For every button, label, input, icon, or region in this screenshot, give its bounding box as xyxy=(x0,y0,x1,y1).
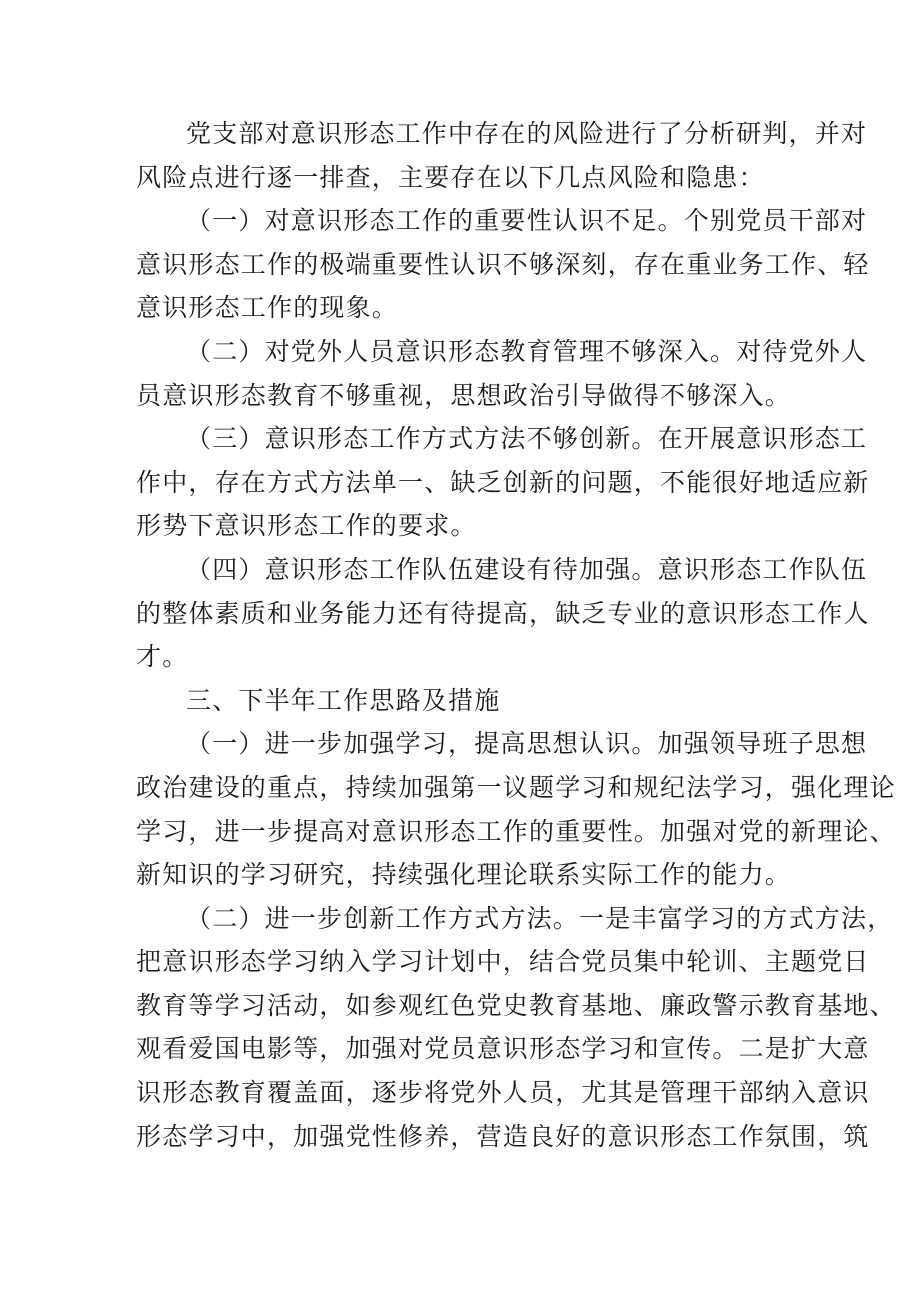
text-line: 意识形态工作的极端重要性认识不够深刻，存在重业务工作、轻 xyxy=(136,249,870,279)
section-heading-plan xyxy=(136,679,796,723)
text-line: 员意识形态教育不够重视，思想政治引导做得不够深入。 xyxy=(136,380,792,410)
section-title: 三、下半年工作思路及措施 xyxy=(186,685,501,715)
text-line: 作中，存在方式方法单一、缺乏创新的问题，不能很好地适应新 xyxy=(136,467,870,497)
text-line: （四）意识形态工作队伍建设有待加强。意识形态工作队伍 xyxy=(186,554,868,584)
text-line: 把意识形态学习纳入学习计划中，结合党员集中轮训、主题党日 xyxy=(136,947,870,977)
text-line: 意识形态工作的现象。 xyxy=(136,293,399,323)
text-line: 教育等学习活动，如参观红色党史教育基地、廉政警示教育基地、 xyxy=(136,990,896,1020)
document-body xyxy=(136,112,896,1158)
paragraph-risk-3 xyxy=(136,417,870,548)
paragraph-risk-4 xyxy=(136,548,870,679)
text-line: 观看爱国电影等，加强对党员意识形态学习和宣传。二是扩大意 xyxy=(136,1034,870,1064)
paragraph-risk-1 xyxy=(136,199,870,330)
text-line: 政治建设的重点，持续加强第一议题学习和规纪法学习，强化理论 xyxy=(136,772,896,802)
text-line: 学习，进一步提高对意识形态工作的重要性。加强对党的新理论、 xyxy=(136,816,896,846)
text-line: 新知识的学习研究，持续强化理论联系实际工作的能力。 xyxy=(136,860,792,890)
paragraph-risk-intro xyxy=(136,112,868,199)
text-line: 风险点进行逐一排查，主要存在以下几点风险和隐患： xyxy=(136,162,765,192)
text-line: 形态学习中，加强党性修养，营造良好的意识形态工作氛围，筑 xyxy=(136,1121,870,1151)
paragraph-risk-2 xyxy=(136,330,868,417)
paragraph-measure-1 xyxy=(136,722,896,896)
text-line: （三）意识形态工作方式方法不够创新。在开展意识形态工 xyxy=(186,424,868,454)
text-line: 的整体素质和业务能力还有待提高，缺乏专业的意识形态工作人 xyxy=(136,598,870,628)
text-line: 识形态教育覆盖面，逐步将党外人员，尤其是管理干部纳入意识 xyxy=(136,1078,870,1108)
text-line: （二）进一步创新工作方式方法。一是丰富学习的方式方法， xyxy=(186,903,894,933)
text-line: （一）对意识形态工作的重要性认识不足。个别党员干部对 xyxy=(186,206,868,236)
text-line: 形势下意识形态工作的要求。 xyxy=(136,511,477,541)
paragraph-measure-2 xyxy=(136,897,896,1159)
text-line: （一）进一步加强学习，提高思想认识。加强领导班子思想 xyxy=(186,729,868,759)
text-line: （二）对党外人员意识形态教育管理不够深入。对待党外人 xyxy=(186,336,868,366)
text-line: 才。 xyxy=(136,642,189,672)
text-line: 党支部对意识形态工作中存在的风险进行了分析研判，并对 xyxy=(186,119,868,148)
